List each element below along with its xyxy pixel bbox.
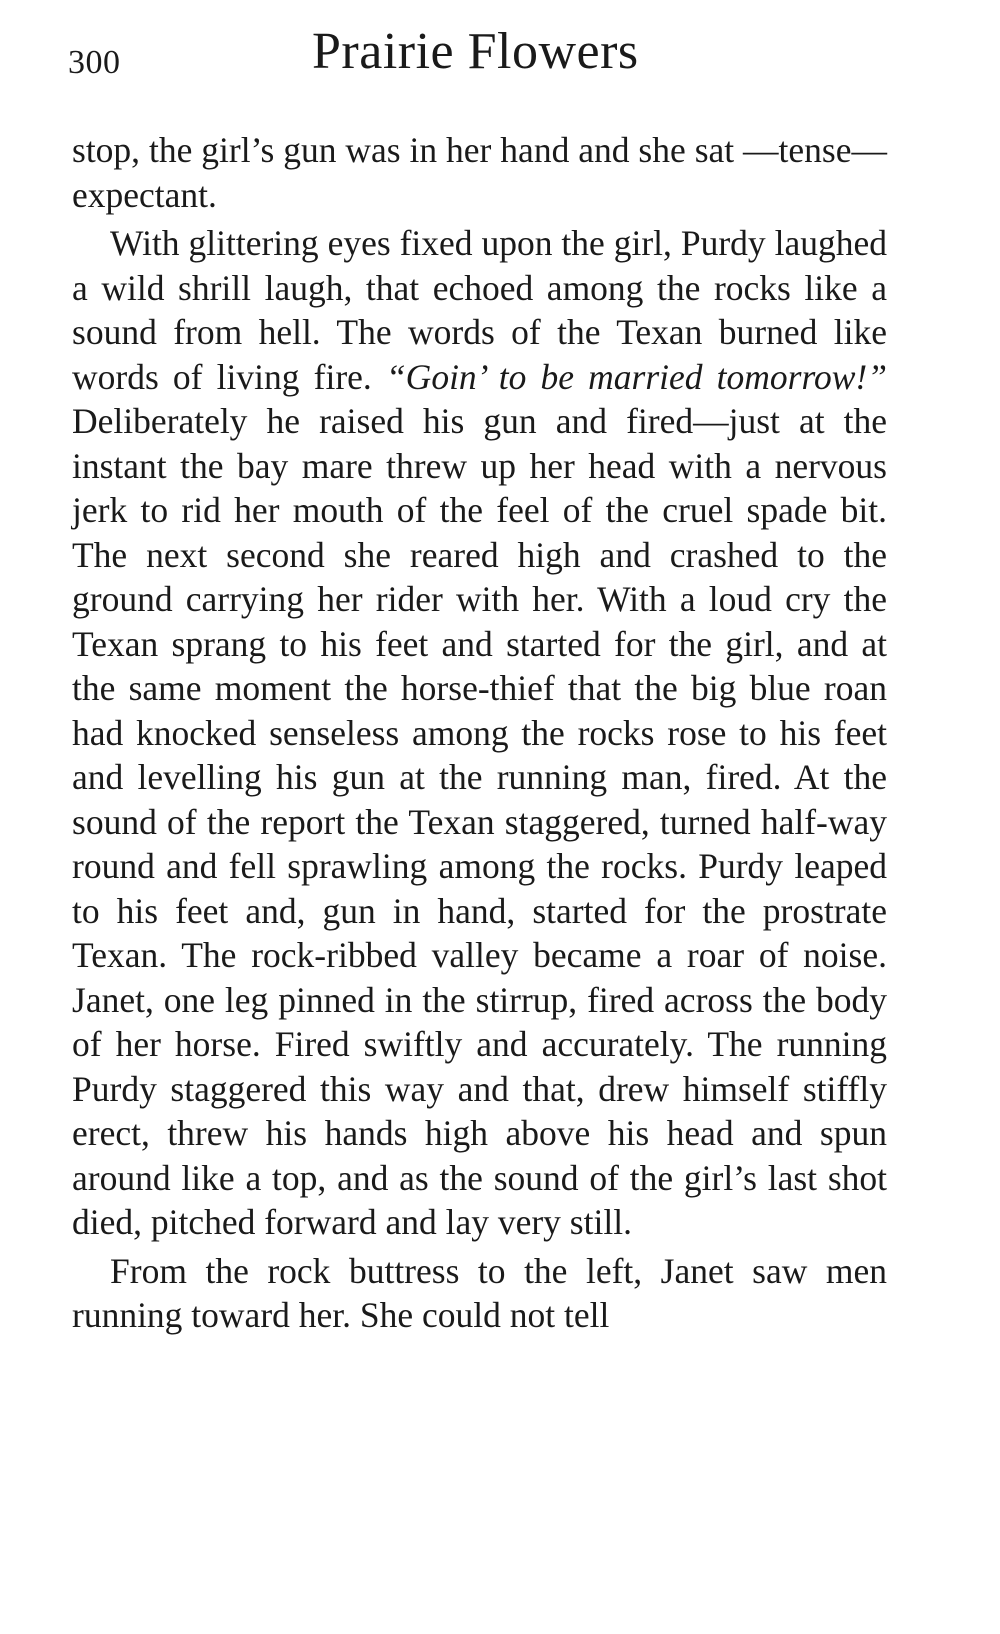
italic-quote: “Goin’ to be married tomorrow!” bbox=[385, 356, 887, 397]
page-number: 300 bbox=[68, 44, 121, 81]
body-text bbox=[72, 128, 887, 1338]
text-segment: From the rock buttress to the left, Janet saw men running toward her. She could not tell bbox=[72, 1250, 887, 1335]
text-segment: Deliberately he raised his gun and fired—just at the instant the bay mare threw up her head with a nervous jerk to rid her mouth of the feel of the cruel spade bit. The next second she reared high and crashed to the ground carrying her rider with her. With a loud cry the Texan sprang to his feet and started for the girl, and at the same moment the horse-thief that the big blue roan had knocked senseless among the rocks rose to his feet and levelling his gun at the running man, fired. At the sound of the report the Texan staggered, turned half-way round and fell sprawling among the rocks. Purdy leaped to his feet and, gun in hand, started for the prostrate Texan. The rock-ribbed valley became a roar of noise. Janet, one leg pinned in the stirrup, fired across the body of her horse. Fired swiftly and accurately. The running Purdy staggered this way and that, drew himself stiffly erect, threw his hands high above his head and spun around like a top, and as the sound of the girl’s last shot died, pitched forward and lay very still. bbox=[72, 401, 887, 1242]
page-header bbox=[0, 22, 1000, 92]
paragraph-continued bbox=[72, 128, 887, 217]
paragraph bbox=[72, 221, 887, 1245]
paragraph bbox=[72, 1249, 887, 1338]
text-segment: stop, the girl’s gun was in her hand and she sat —tense—expectant. bbox=[72, 130, 887, 215]
running-title: Prairie Flowers bbox=[312, 23, 639, 80]
text-segment: With glittering eyes fixed upon the girl, Purdy laughed a wild shrill laugh, that echoed among the rocks like a sound from hell. The words of the Texan burned like words of living fire. bbox=[72, 223, 887, 397]
